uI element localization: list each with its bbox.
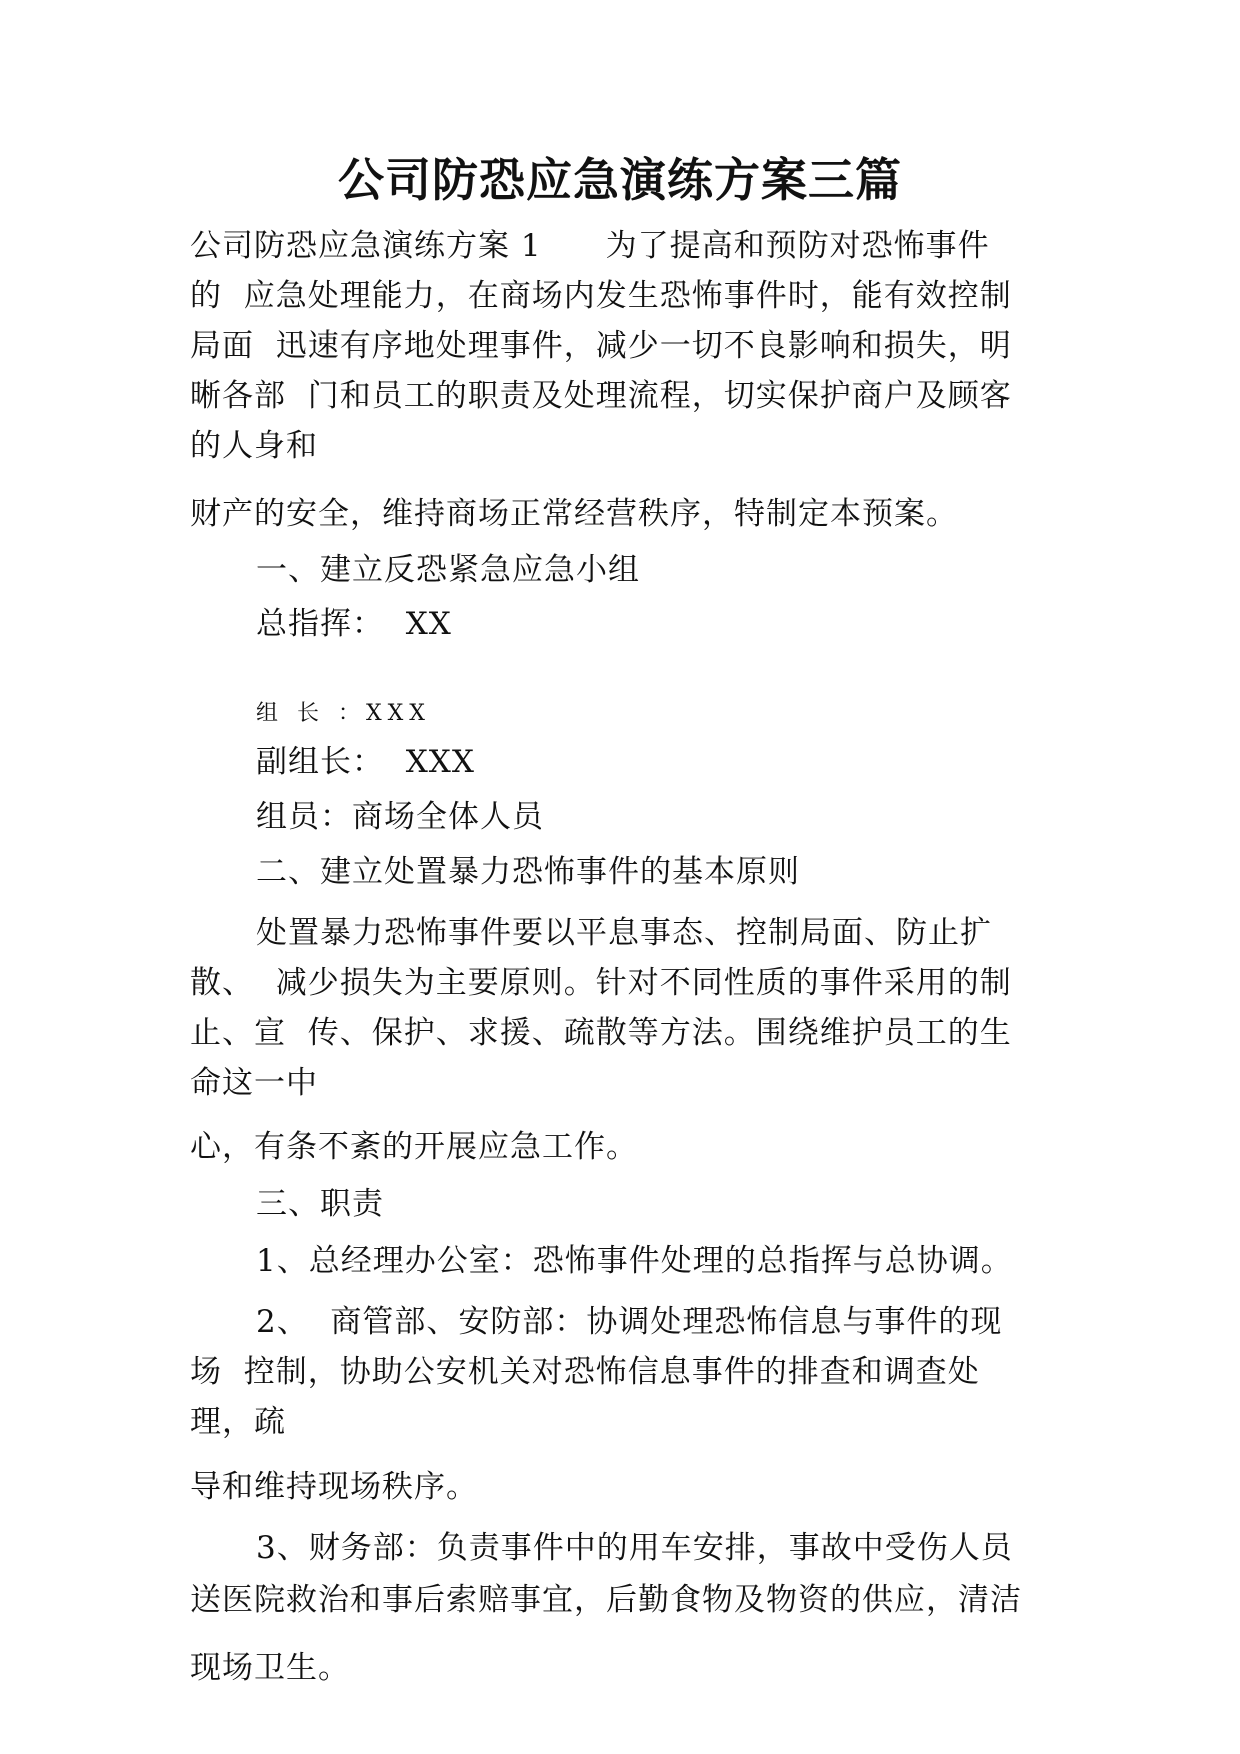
paragraph-line: 公司防恐应急演练方案 1 为了提高和预防对恐怖事件 — [190, 228, 990, 264]
paragraph-line: 命这一中 — [190, 1065, 318, 1101]
roster-line: 总指挥： XX — [256, 606, 452, 642]
roster-line: 组 长 ：XXX — [256, 701, 431, 726]
paragraph-line: 的 应急处理能力，在商场内发生恐怖事件时，能有效控制 — [190, 278, 1012, 314]
roster-line: 副组长： XXX — [256, 744, 475, 780]
paragraph-line: 现场卫生。 — [190, 1650, 350, 1686]
section-heading: 二、建立处置暴力恐怖事件的基本原则 — [256, 854, 800, 890]
paragraph-line: 导和维持现场秩序。 — [190, 1469, 478, 1505]
duty-item: 3、财务部：负责事件中的用车安排，事故中受伤人员 — [256, 1530, 1013, 1566]
paragraph-line: 局面 迅速有序地处理事件，减少一切不良影响和损失，明 — [190, 328, 1012, 364]
roster-line: 组员：商场全体人员 — [256, 799, 544, 835]
paragraph-line: 送医院救治和事后索赔事宜，后勤食物及物资的供应，清洁 — [190, 1582, 1022, 1618]
paragraph-line: 的人身和 — [190, 428, 318, 464]
paragraph-line: 场 控制，协助公安机关对恐怖信息事件的排查和调查处 — [190, 1354, 980, 1390]
paragraph-line: 财产的安全，维持商场正常经营秩序，特制定本预案。 — [190, 496, 958, 532]
duty-item: 2、 商管部、安防部：协调处理恐怖信息与事件的现 — [256, 1304, 1003, 1340]
section-heading: 一、建立反恐紧急应急小组 — [256, 552, 640, 588]
paragraph-line: 止、宣 传、保护、求援、疏散等方法。围绕维护员工的生 — [190, 1015, 1012, 1051]
paragraph-line: 散、 减少损失为主要原则。针对不同性质的事件采用的制 — [190, 965, 1012, 1001]
paragraph-line: 心，有条不紊的开展应急工作。 — [190, 1129, 638, 1165]
duty-item: 1、总经理办公室：恐怖事件处理的总指挥与总协调。 — [256, 1243, 1013, 1279]
section-heading: 三、职责 — [256, 1186, 384, 1222]
paragraph-line: 理，疏 — [190, 1404, 286, 1440]
paragraph-line: 处置暴力恐怖事件要以平息事态、控制局面、防止扩 — [256, 915, 992, 951]
paragraph-line: 晰各部 门和员工的职责及处理流程，切实保护商户及顾客 — [190, 378, 1012, 414]
document-title: 公司防恐应急演练方案三篇 — [338, 153, 902, 207]
